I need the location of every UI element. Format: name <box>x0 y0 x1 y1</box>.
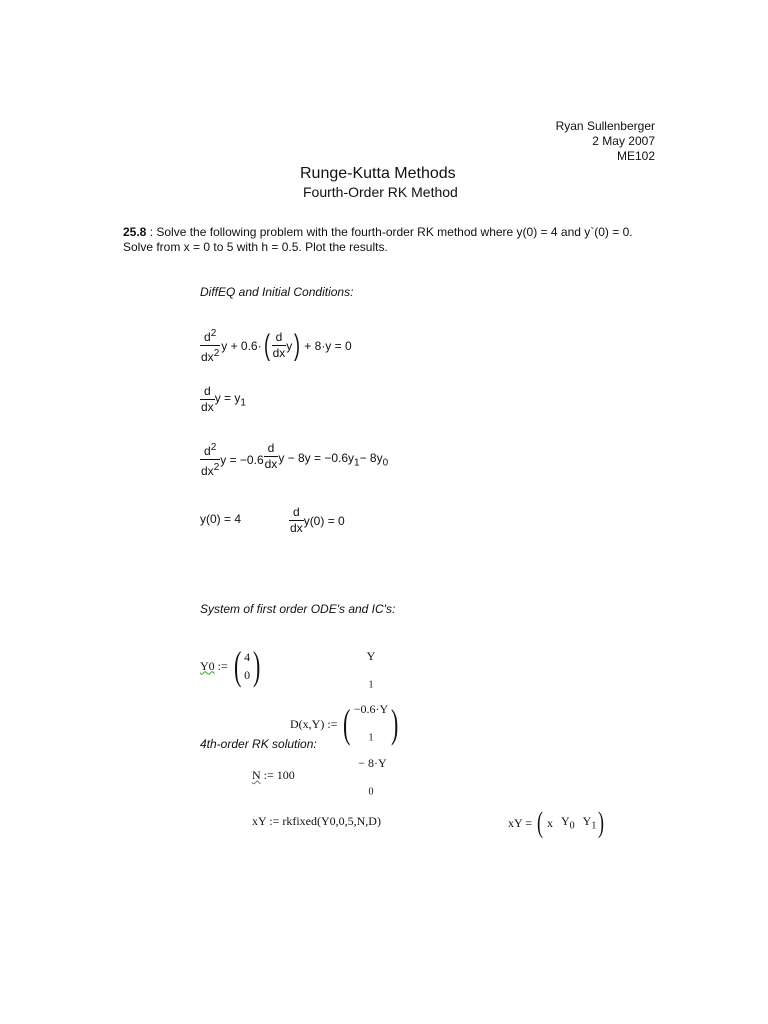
left-paren: ( <box>263 328 270 362</box>
ic-y0: y(0) = 4 <box>200 512 242 526</box>
vec-left-paren: ( <box>233 643 242 688</box>
n-variable: N <box>252 768 261 782</box>
xy-col-x: x <box>547 815 553 830</box>
d-dx-operator: $\frac{d}{dx}$ <box>272 330 286 360</box>
n-definition <box>252 768 295 783</box>
rkfixed-assignment: xY := rkfixed(Y0,0,5,N,D) <box>252 814 381 828</box>
d-dx-operator: $\frac{d}{dx}$ <box>290 505 303 535</box>
xy-col-y0: $Y_0$ <box>561 814 575 832</box>
eq3-part1: y = −0.6 <box>220 452 264 467</box>
equation-second-order <box>200 326 352 365</box>
ic-dy0 <box>289 505 345 536</box>
vec-right-paren: ) <box>391 701 399 747</box>
right-paren: ) <box>294 328 301 362</box>
eq1-tail: + 8·y = 0 <box>304 338 352 353</box>
d-dx-operator: $\frac{d}{dx}$ <box>264 441 278 471</box>
problem-statement-line2: Solve from x = 0 to 5 with h = 0.5. Plot the results. <box>123 240 388 254</box>
xy-eq: xY = <box>508 815 535 830</box>
page-title: Runge-Kutta Methods <box>300 165 456 182</box>
page-subtitle: Fourth-Order RK Method <box>303 184 458 200</box>
section-diffeq-heading: DiffEQ and Initial Conditions: <box>200 285 354 299</box>
vec-left-paren: ( <box>343 701 351 747</box>
section-system-heading: System of first order ODE's and IC's: <box>200 602 396 616</box>
row-left-paren: ( <box>537 806 543 839</box>
document-date: 2 May 2007 <box>592 134 655 148</box>
xy-result <box>508 808 606 838</box>
d-dx-operator: $\frac{d}{dx}$ <box>201 384 214 414</box>
y0-assign: := <box>214 658 231 673</box>
equation-substitution <box>200 384 246 415</box>
n-value: := 100 <box>260 768 295 782</box>
ic-dy0-text: y(0) = 0 <box>303 513 345 528</box>
section-solution-heading: 4th-order RK solution: <box>200 737 317 751</box>
eq1-middle: y + 0.6· <box>221 338 262 353</box>
d2-dx2-operator: $\frac{d^2}{dx^2}$ <box>201 328 220 364</box>
author-name: Ryan Sullenberger <box>555 119 655 133</box>
xy-col-y1: $Y_1$ <box>582 814 597 832</box>
y0-definition <box>200 643 263 688</box>
problem-number: 25.8 <box>123 225 147 239</box>
d2-dx2-operator: $\frac{d^2}{dx^2}$ <box>201 442 220 478</box>
eq1-y: y <box>286 338 293 353</box>
problem-text-1: : Solve the following problem with the fourth-order RK method where y(0) = 4 and y`(0) = 0. <box>146 225 633 239</box>
eq3-part2: $y - 8y = -0.6y_1- 8y_0$ <box>278 450 389 469</box>
d-function-definition <box>290 644 402 804</box>
row-right-paren: ) <box>598 806 605 839</box>
d-function-name: D(x,Y) := <box>290 716 341 731</box>
y0-vector: 4 0 <box>244 650 251 682</box>
d-vector: Y $_1$ −0.6·Y $_1$ − 8·Y $_0$ <box>353 649 389 798</box>
problem-statement-line1 <box>123 225 633 239</box>
vec-right-paren: ) <box>253 643 261 688</box>
eq2-rhs: $y = y_1$ <box>214 390 246 409</box>
y0-variable: Y0 <box>200 658 215 673</box>
equation-rearranged <box>200 440 388 479</box>
course-code: ME102 <box>616 149 655 163</box>
